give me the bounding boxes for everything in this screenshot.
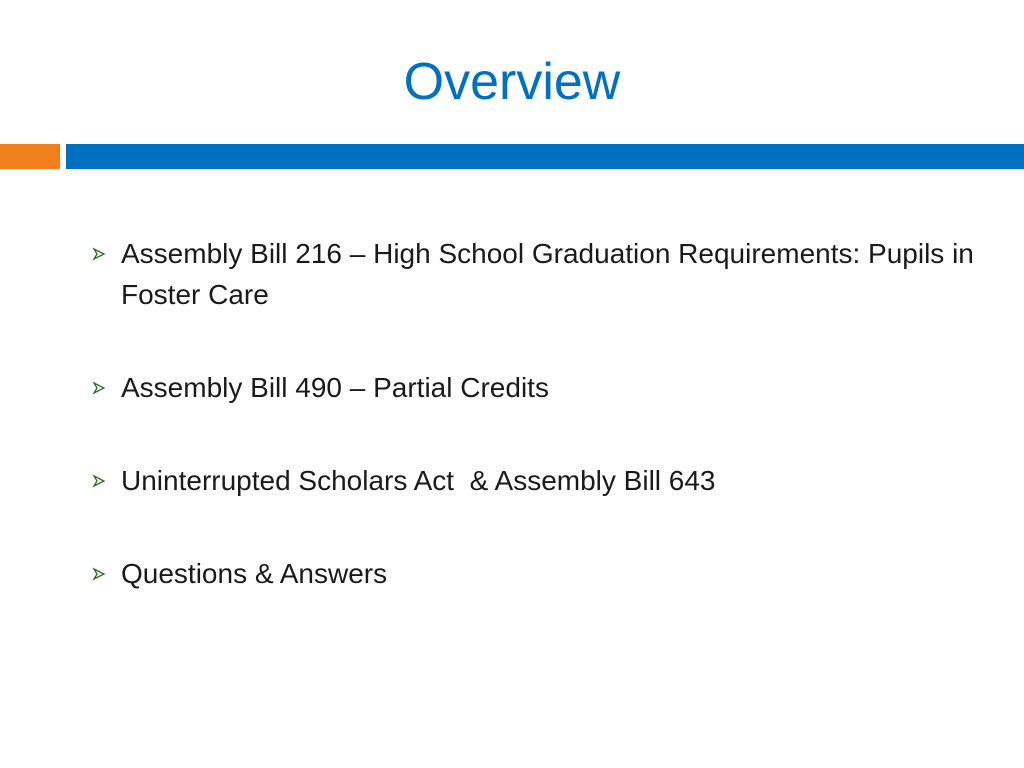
bullet-item-ab490	[86, 367, 986, 408]
chevron-right-icon	[92, 247, 106, 261]
bullet-text: Assembly Bill 490 – Partial Credits	[121, 372, 549, 403]
bullet-text: Questions & Answers	[121, 558, 388, 589]
accent-bar-blue	[66, 144, 1024, 169]
bullet-text: Assembly Bill 216 – High School Graduation Requirements: Pupils in Foster Care	[121, 238, 974, 310]
bullet-text: Uninterrupted Scholars Act & Assembly Bill 643	[121, 465, 716, 496]
chevron-right-icon	[92, 381, 106, 395]
bullet-item-ab216	[86, 233, 986, 315]
accent-bar-orange	[0, 144, 60, 169]
chevron-right-icon	[92, 474, 106, 488]
chevron-right-icon	[92, 567, 106, 581]
bullet-item-usa-ab643	[86, 460, 986, 501]
bullet-list	[86, 233, 986, 594]
bullet-item-qa	[86, 553, 986, 594]
slide-title: Overview	[403, 53, 621, 111]
